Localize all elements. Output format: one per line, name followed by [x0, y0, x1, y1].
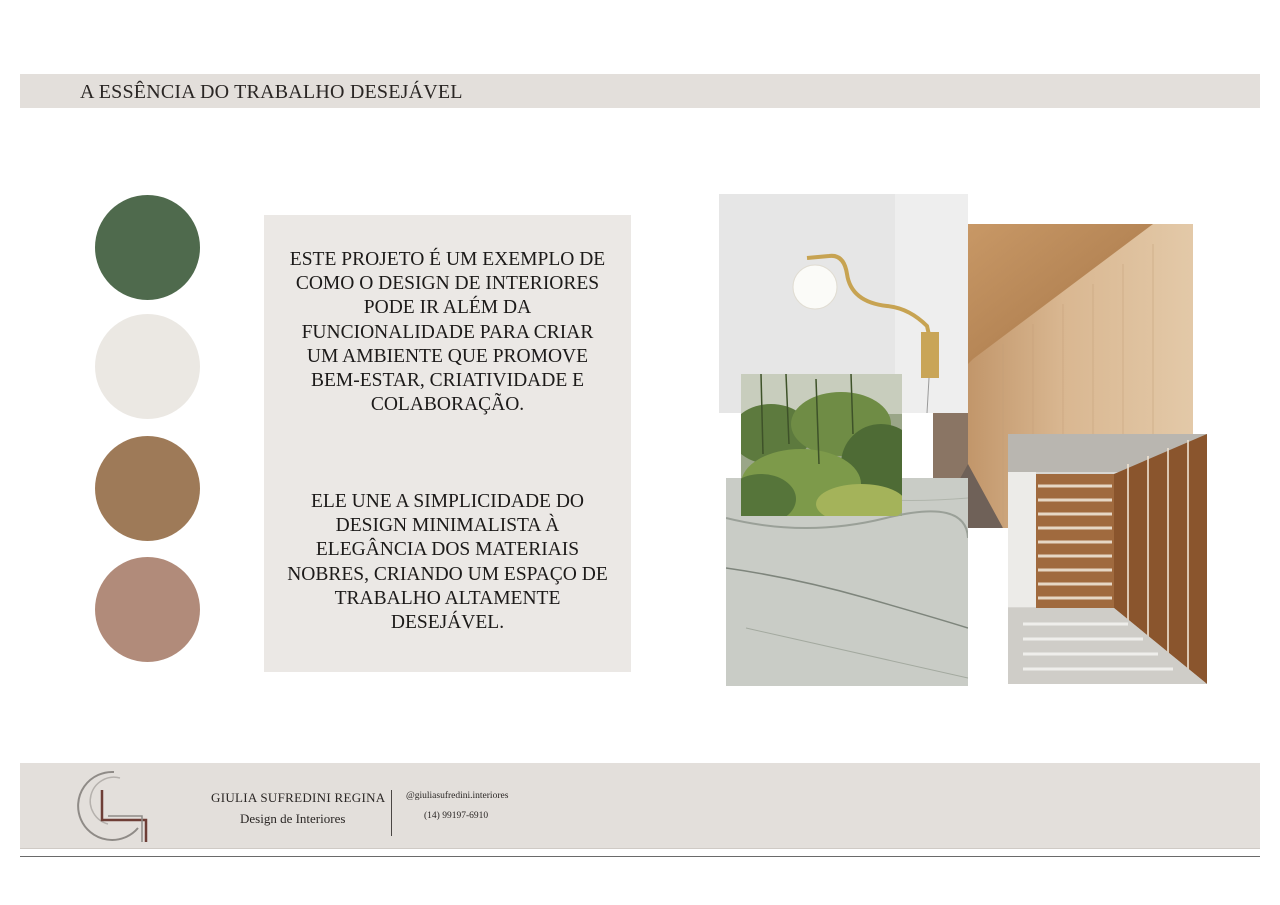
footer-band: [20, 763, 1260, 849]
designer-name: GIULIA SUFREDINI REGINA: [211, 790, 386, 805]
phone-number: (14) 99197-6910: [424, 811, 489, 821]
footer-bottom-line: [20, 856, 1260, 857]
color-swatch-dusty-rose: [95, 557, 200, 662]
footer-vertical-divider: [391, 790, 392, 836]
header-band: [20, 74, 1260, 108]
color-swatch-green: [95, 195, 200, 300]
wooden-shutters-photo: [1008, 434, 1207, 684]
color-swatch-brown: [95, 436, 200, 541]
instagram-handle: @giuliasufredini.interiores: [406, 791, 509, 801]
color-swatch-off-white: [95, 314, 200, 419]
footer-divider-line: [20, 848, 1260, 849]
concept-paragraph-2: ELE UNE A SIMPLICIDADE DO DESIGN MINIMALISTA À ELEGÂNCIA DOS MATERIAIS NOBRES, CRIANDO UM ESPAÇO DE TRABALHO ALTAMENTE DESEJÁVEL.: [287, 491, 608, 634]
page-title: A ESSÊNCIA DO TRABALHO DESEJÁVEL: [80, 81, 463, 103]
concept-text-panel: [264, 215, 631, 672]
concept-paragraph-1: ESTE PROJETO É UM EXEMPLO DE COMO O DESIGN DE INTERIORES PODE IR ALÉM DA FUNCIONALIDADE PARA CRIAR UM AMBIENTE QUE PROMOVE BEM-ESTAR, CRIATIVIDADE E COLABORAÇÃO.: [289, 249, 606, 416]
designer-title: Design de Interiores: [240, 811, 346, 826]
tropical-plants-photo: [741, 374, 902, 516]
brand-logo-icon: [68, 768, 150, 844]
